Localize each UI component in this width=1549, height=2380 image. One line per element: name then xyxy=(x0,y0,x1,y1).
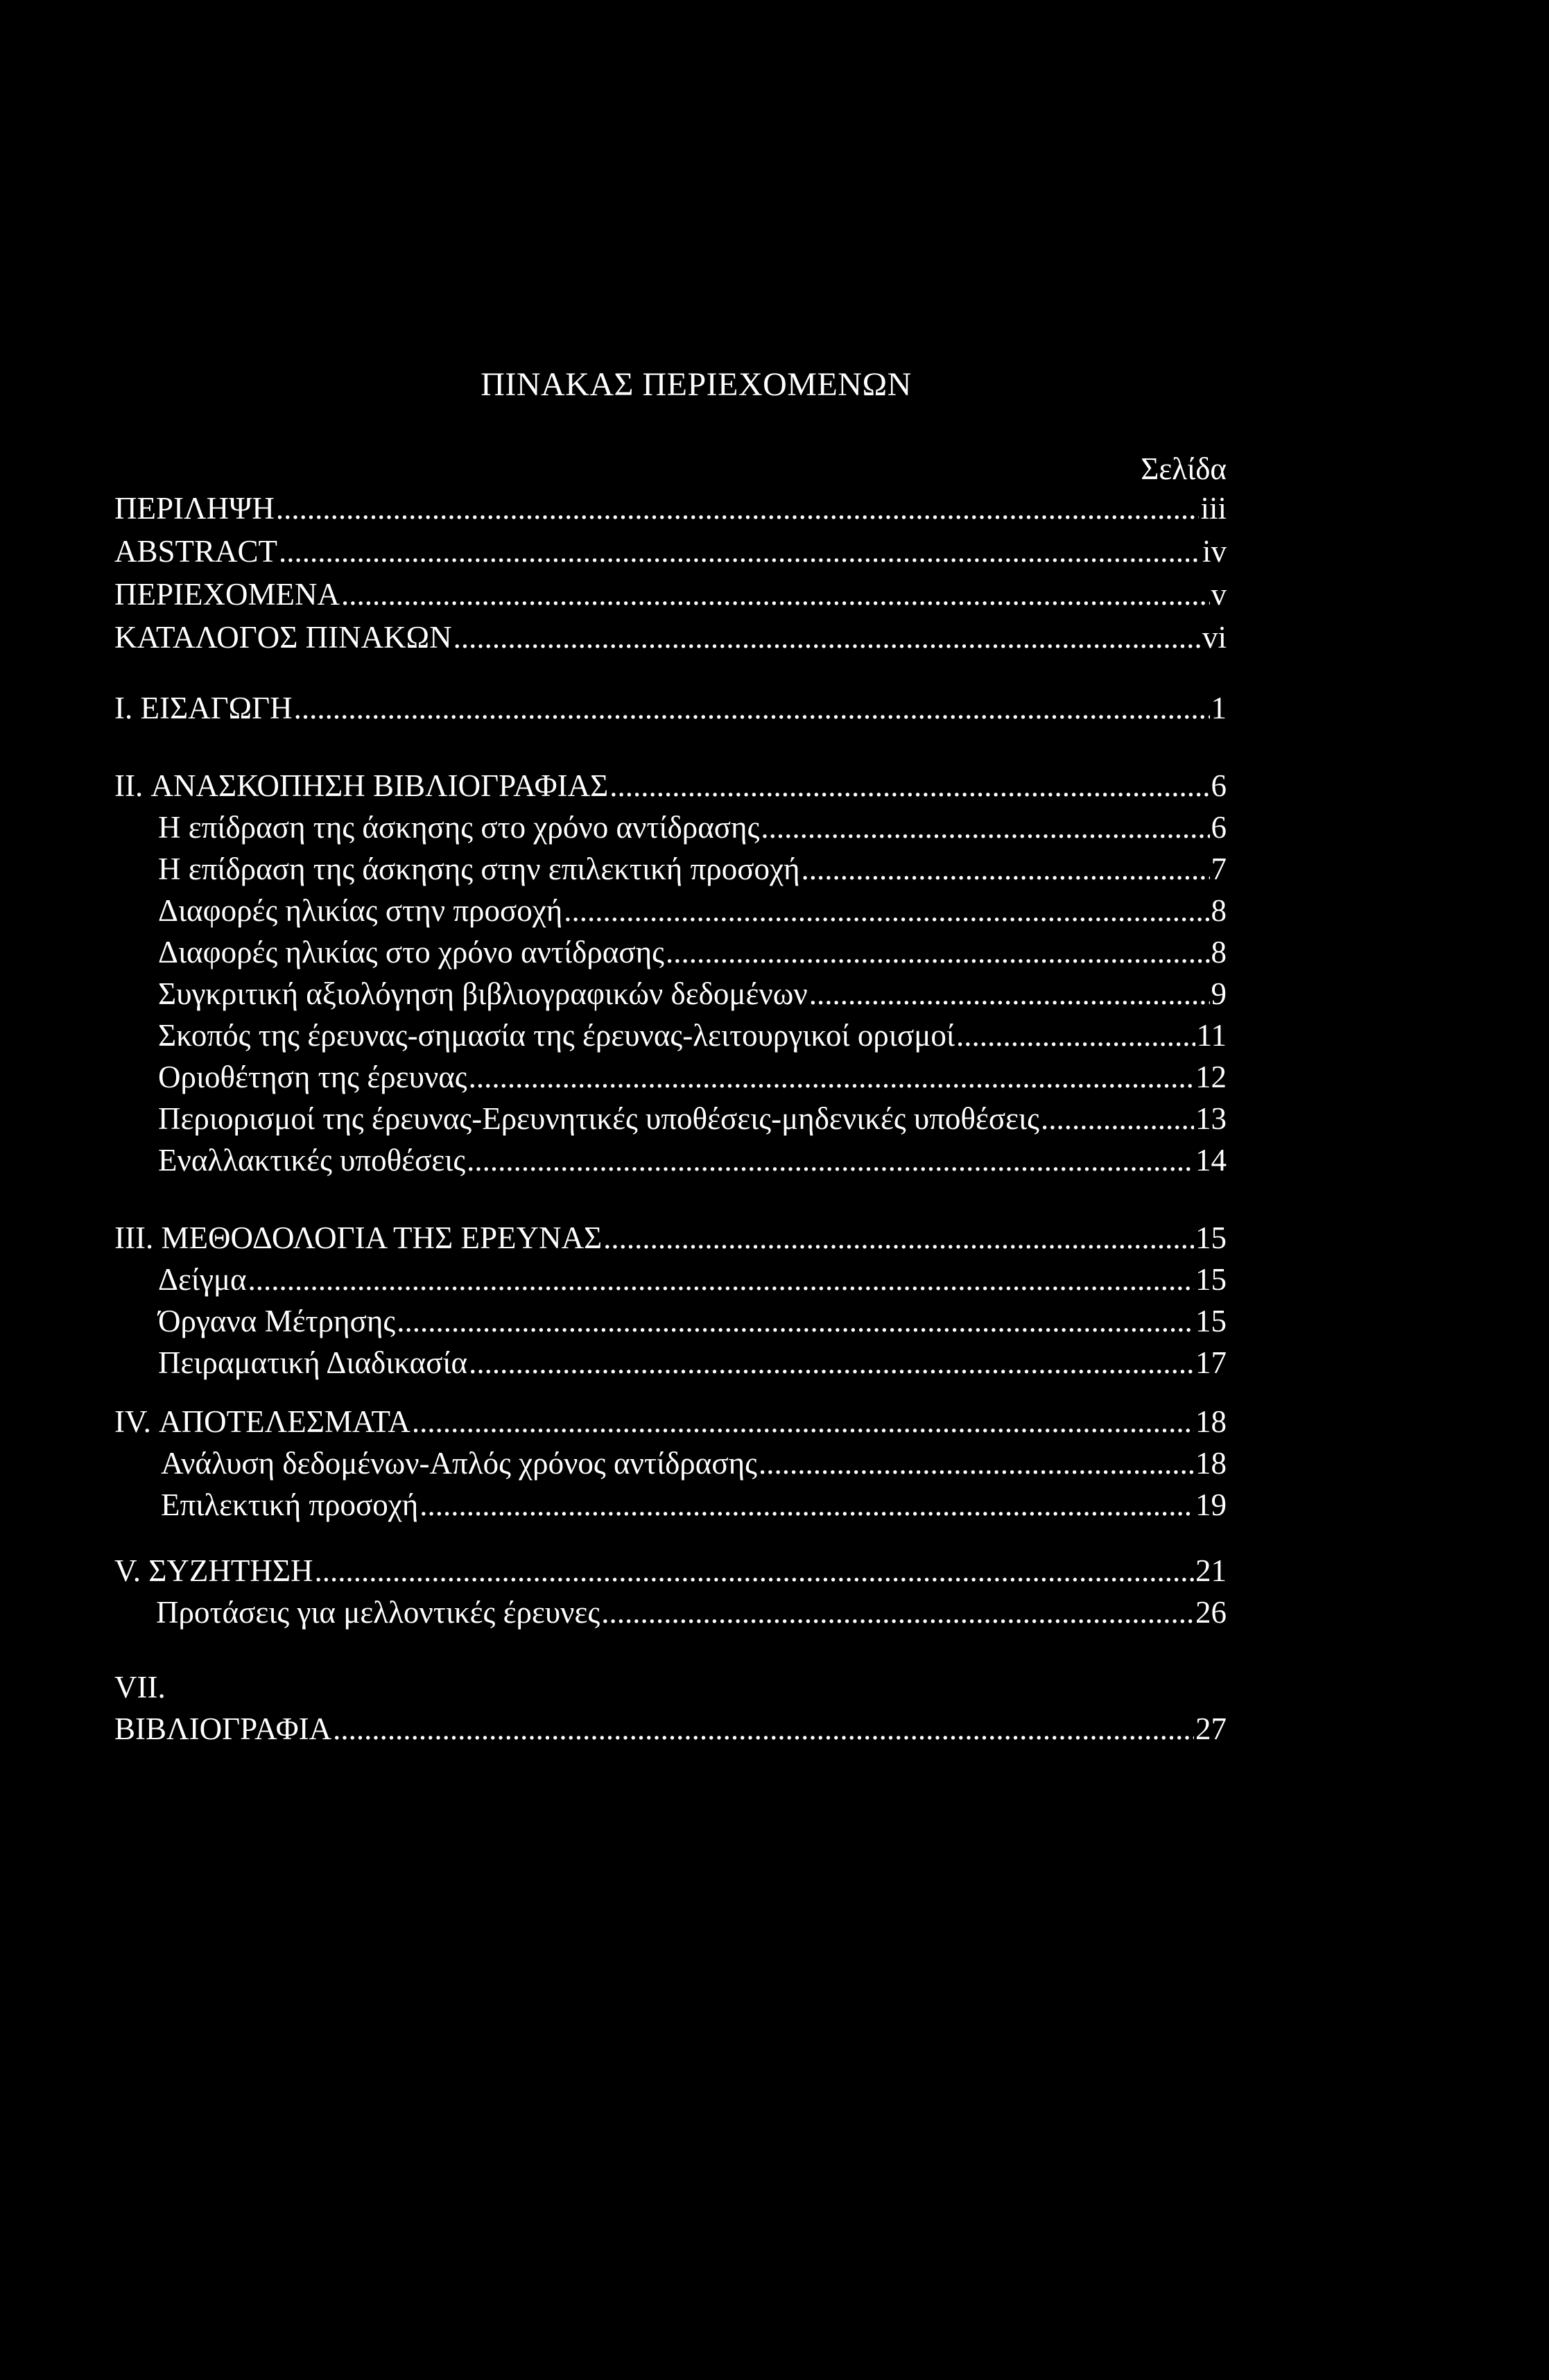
toc-entry-page: 27 xyxy=(1195,1711,1227,1746)
toc-entry-label: Διαφορές ηλικίας στο χρόνο αντίδρασης xyxy=(158,935,664,969)
toc-entry xyxy=(158,1343,1227,1382)
toc-entry-label: II. ΑΝΑΣΚΟΠΗΣΗ ΒΙΒΛΙΟΓΡΑΦΙΑΣ xyxy=(114,768,609,803)
toc-entry-page: v xyxy=(1211,577,1227,612)
leader-dots xyxy=(467,1141,1194,1180)
toc-entry-label: ΚΑΤΑΛΟΓΟΣ ΠΙΝΑΚΩΝ xyxy=(114,620,452,655)
toc-entry-page: 7 xyxy=(1211,852,1227,886)
toc-entry xyxy=(114,1402,1227,1441)
leader-dots xyxy=(1041,1099,1194,1138)
leader-dots xyxy=(419,1485,1194,1524)
toc-entry-label: Περιορισμοί της έρευνας-Ερευνητικές υποθέσεις-μηδενικές υποθέσεις xyxy=(158,1101,1039,1136)
leader-dots xyxy=(397,1302,1194,1340)
toc-entry xyxy=(114,1709,1227,1748)
toc-entry xyxy=(114,1551,1227,1590)
toc-entry-page: 14 xyxy=(1195,1143,1227,1178)
toc-entry-label: IV. ΑΠΟΤΕΛΕΣΜΑΤΑ xyxy=(114,1404,410,1439)
toc-entry xyxy=(161,1485,1227,1524)
toc-entry-page: 17 xyxy=(1195,1345,1227,1380)
leader-dots xyxy=(666,933,1210,972)
leader-dots xyxy=(469,1058,1194,1096)
toc-entry xyxy=(158,1099,1227,1138)
leader-dots xyxy=(333,1709,1194,1748)
toc-entry-label: Πειραματική Διαδικασία xyxy=(158,1345,468,1380)
toc-entry-label: V. ΣΥΖΗΤΗΣΗ xyxy=(114,1553,313,1588)
toc-entry xyxy=(158,1016,1227,1055)
toc-entry xyxy=(158,933,1227,972)
toc-entry xyxy=(158,850,1227,888)
toc-entry-label: III. ΜΕΘΟΔΟΛΟΓΙΑ ΤΗΣ ΕΡΕΥΝΑΣ xyxy=(114,1221,603,1255)
toc-entry-page: 18 xyxy=(1195,1446,1227,1481)
leader-dots xyxy=(802,850,1210,888)
leader-dots xyxy=(759,1444,1194,1483)
toc-entry-page: 19 xyxy=(1195,1488,1227,1522)
toc-entry xyxy=(114,689,1227,727)
toc-entry-label: I. ΕΙΣΑΓΩΓΗ xyxy=(114,691,293,725)
toc-entry-page: 21 xyxy=(1195,1553,1227,1588)
toc-entry-page: 15 xyxy=(1195,1262,1227,1297)
leader-dots xyxy=(341,575,1210,614)
toc-entry xyxy=(158,1302,1227,1340)
leader-dots xyxy=(279,532,1201,571)
toc-entry xyxy=(114,618,1227,657)
toc-entry-page: 15 xyxy=(1195,1304,1227,1338)
toc-entry-page: iii xyxy=(1200,491,1227,526)
leader-dots xyxy=(956,1016,1195,1055)
toc-entry-label: Δείγμα xyxy=(158,1262,247,1297)
toc-entry xyxy=(158,974,1227,1013)
leader-dots xyxy=(603,1218,1194,1257)
toc-entry-number xyxy=(114,1668,1227,1707)
toc-entry-page: 12 xyxy=(1195,1060,1227,1094)
leader-dots xyxy=(564,891,1209,930)
toc-entry xyxy=(114,766,1227,805)
leader-dots xyxy=(761,808,1209,847)
toc-entry-label: Διαφορές ηλικίας στην προσοχή xyxy=(158,893,563,928)
toc-entry-label: Προτάσεις για μελλοντικές έρευνες xyxy=(156,1595,600,1630)
toc-entry-page: 6 xyxy=(1211,810,1227,845)
leader-dots xyxy=(809,974,1210,1013)
toc-entry-page: iv xyxy=(1202,534,1227,569)
leader-dots xyxy=(276,489,1200,528)
toc-entry-page: vi xyxy=(1202,620,1227,655)
toc-entry-page: 9 xyxy=(1211,976,1227,1011)
toc-entry-label: ΒΙΒΛΙΟΓΡΑΦΙΑ xyxy=(114,1711,332,1746)
toc-entry xyxy=(156,1593,1227,1632)
toc-entry-label: Επιλεκτική προσοχή xyxy=(161,1488,419,1522)
toc-entry-label: Ανάλυση δεδομένων-Απλός χρόνος αντίδρασης xyxy=(161,1446,757,1481)
toc-entry xyxy=(114,1218,1227,1257)
toc-entry-page: 8 xyxy=(1211,893,1227,928)
toc-entry-page: 13 xyxy=(1195,1101,1227,1136)
toc-entry xyxy=(158,1260,1227,1299)
leader-dots xyxy=(412,1402,1194,1441)
page-title: ΠΙΝΑΚΑΣ ΠΕΡΙΕΧΟΜΕΝΩΝ xyxy=(481,366,912,403)
toc-entry-label: Η επίδραση της άσκησης στην επιλεκτική προσοχή xyxy=(158,852,800,886)
toc-entry xyxy=(114,532,1227,571)
toc-entry-label: ABSTRACT xyxy=(114,534,278,569)
toc-entry-label: Η επίδραση της άσκησης στο χρόνο αντίδρασης xyxy=(158,810,760,845)
toc-entry-page: 1 xyxy=(1211,691,1227,725)
toc-entry-label: Σκοπός της έρευνας-σημασία της έρευνας-λειτουργικοί ορισμοί xyxy=(158,1018,955,1053)
leader-dots xyxy=(248,1260,1194,1299)
leader-dots xyxy=(315,1551,1194,1590)
toc-entry-page: 26 xyxy=(1195,1595,1227,1630)
toc-entry-label: Συγκριτική αξιολόγηση βιβλιογραφικών δεδομένων xyxy=(158,976,808,1011)
leader-dots xyxy=(469,1343,1194,1382)
toc-entry xyxy=(158,808,1227,847)
page-column-header: Σελίδα xyxy=(1141,451,1227,486)
toc-entry xyxy=(114,489,1227,528)
leader-dots xyxy=(294,689,1210,727)
toc-entry-label: Εναλλακτικές υποθέσεις xyxy=(158,1143,466,1178)
toc-entry xyxy=(114,575,1227,614)
toc-entry-page: 11 xyxy=(1196,1018,1227,1053)
toc-entry-page: 6 xyxy=(1211,768,1227,803)
leader-dots xyxy=(609,766,1209,805)
toc-entry-page: 15 xyxy=(1195,1221,1227,1255)
toc-entry-page: 18 xyxy=(1195,1404,1227,1439)
toc-entry-page: 8 xyxy=(1211,935,1227,969)
toc-entry xyxy=(158,1141,1227,1180)
toc-entry-label: ΠΕΡΙΕΧΟΜΕΝΑ xyxy=(114,577,340,612)
toc-entry-label: Οριοθέτηση της έρευνας xyxy=(158,1060,467,1094)
leader-dots xyxy=(453,618,1201,657)
toc-entry-label: VII. xyxy=(114,1670,166,1705)
toc-entry xyxy=(161,1444,1227,1483)
toc-entry xyxy=(158,891,1227,930)
leader-dots xyxy=(601,1593,1194,1632)
toc-entry xyxy=(158,1058,1227,1096)
toc-entry-label: ΠΕΡΙΛΗΨΗ xyxy=(114,491,275,526)
toc-entry-label: Όργανα Μέτρησης xyxy=(158,1304,396,1338)
